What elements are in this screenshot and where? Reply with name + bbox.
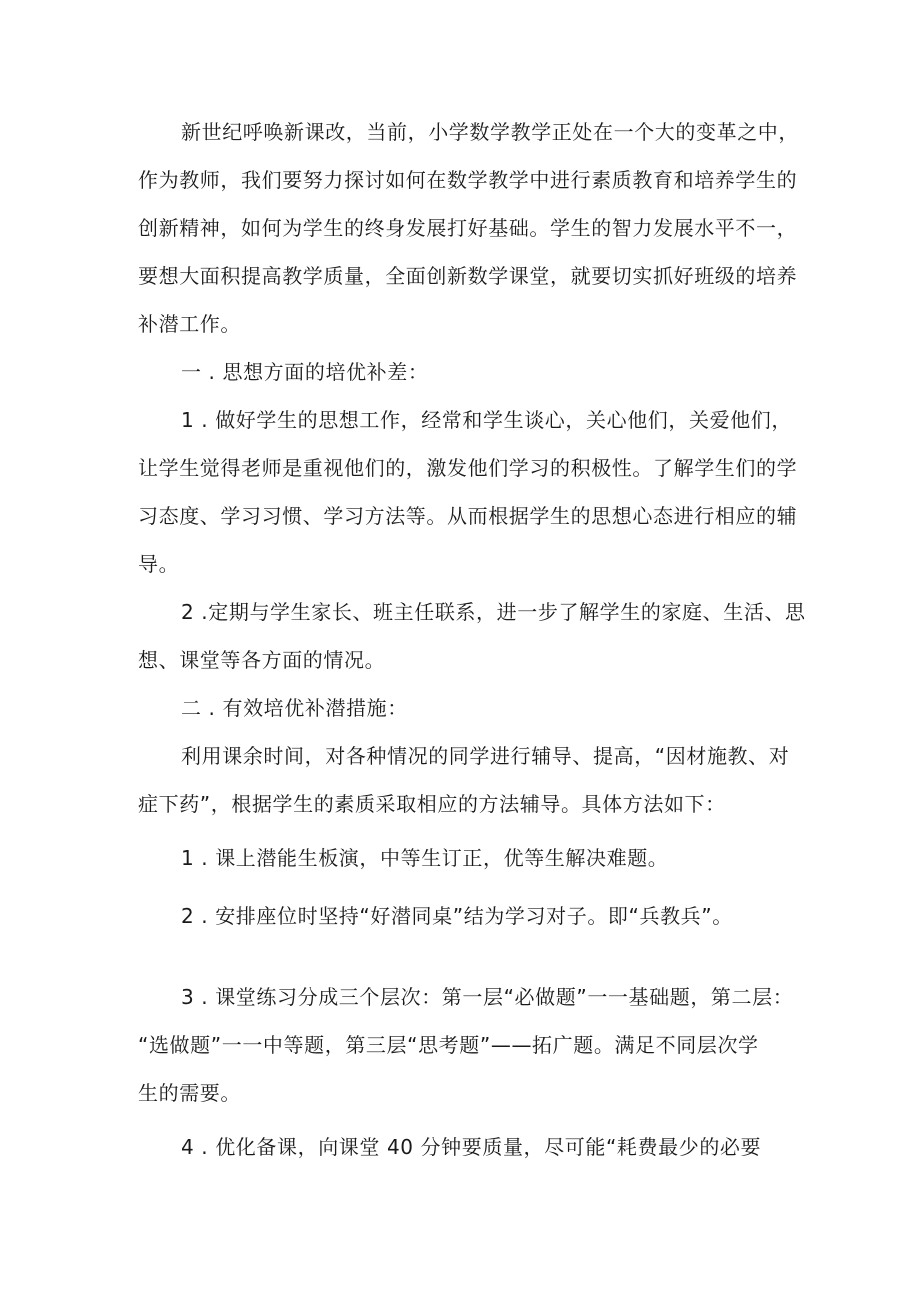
item-1-line-3: 习态度、学习习惯、学习方法等。从而根据学生的思想心态进行相应的辅 [138, 504, 798, 528]
method-4-line-1: 4 . 优化备课，向课堂 40 分钟要质量，尽可能“耗费最少的必要 [181, 1135, 762, 1159]
intro-line-5: 补潜工作。 [138, 312, 241, 336]
intro-line-2: 作为教师，我们要努力探讨如何在数学教学中进行素质教育和培养学生的 [138, 168, 798, 192]
method-2: 2 . 安排座位时坚持“好潜同桌”结为学习对子。即“兵教兵”。 [181, 904, 733, 928]
intro-line-3: 创新精神，如何为学生的终身发展打好基础。学生的智力发展水平不一， [138, 216, 798, 240]
item-1-line-4: 导。 [138, 552, 180, 576]
method-1: 1 . 课上潜能生板演，中等生订正，优等生解决难题。 [181, 846, 669, 870]
method-3-line-2: “选做题”一一中等题，第三层“思考题”——拓广题。满足不同层次学 [138, 1033, 759, 1057]
intro-line-4: 要想大面积提高教学质量，全面创新数学课堂，就要切实抓好班级的培养 [138, 264, 798, 288]
section-two-intro-line-1: 利用课余时间，对各种情况的同学进行辅导、提高，“因材施教、对 [181, 744, 790, 768]
method-3-line-3: 生的需要。 [138, 1081, 241, 1105]
intro-line-1: 新世纪呼唤新课改，当前，小学数学教学正处在一个大的变革之中， [181, 120, 799, 144]
method-3-line-1: 3 . 课堂练习分成三个层次：第一层“必做题”一一基础题，第二层： [181, 985, 794, 1009]
item-1-line-2: 让学生觉得老师是重视他们的，激发他们学习的积极性。了解学生们的学 [138, 456, 798, 480]
item-2-line-2: 想、课堂等各方面的情况。 [138, 648, 386, 672]
item-1-line-1: 1 . 做好学生的思想工作，经常和学生谈心，关心他们，关爱他们， [181, 408, 792, 432]
section-one-heading: 一 . 思想方面的培优补差： [181, 360, 429, 384]
section-two-intro-line-2: 症下药”，根据学生的素质采取相应的方法辅导。具体方法如下： [138, 792, 726, 816]
item-2-line-1: 2 .定期与学生家长、班主任联系，进一步了解学生的家庭、生活、思 [181, 600, 806, 624]
section-two-heading: 二 . 有效培优补潜措施： [181, 696, 408, 720]
